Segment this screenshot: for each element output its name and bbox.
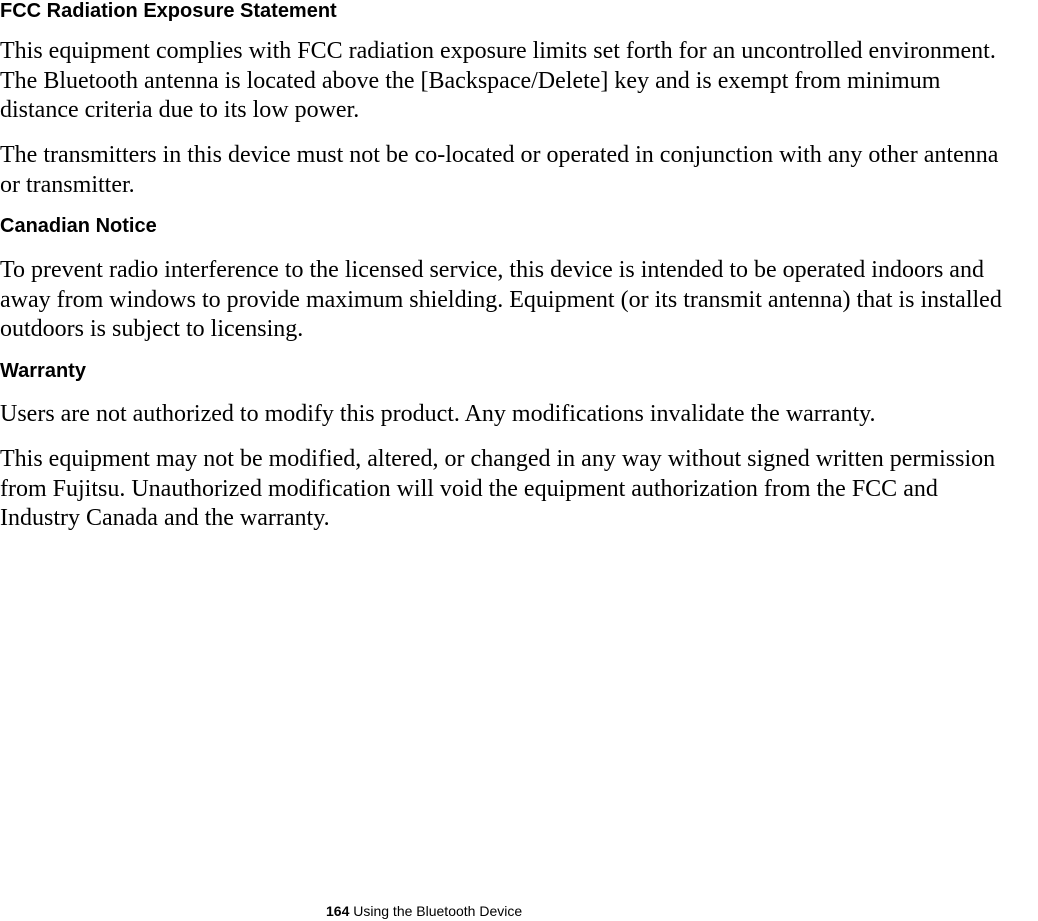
- text-line: To prevent radio interference to the licensed service, this device is intended to be operated indoors and: [0, 257, 984, 283]
- paragraph-transmitters: [0, 141, 1038, 200]
- text-line: Users are not authorized to modify this product. Any modifications invalidate the warranty.: [0, 401, 876, 427]
- paragraph-warranty-permission: [0, 445, 1038, 534]
- text-line: This equipment may not be modified, altered, or changed in any way without signed written permission: [0, 446, 996, 472]
- page-number: 164: [326, 903, 350, 919]
- text-line: Industry Canada and the warranty.: [0, 505, 330, 531]
- paragraph-canadian-notice: [0, 256, 1038, 345]
- text-line: or transmitter.: [0, 171, 135, 198]
- text-line: distance criteria due to its low power.: [0, 97, 360, 123]
- paragraph-fcc-compliance: [0, 37, 1038, 126]
- text-line: away from windows to provide maximum shielding. Equipment (or its transmit antenna) that is installed: [0, 286, 1002, 313]
- footer-section-title: Using the Bluetooth Device: [353, 903, 523, 919]
- paragraph-warranty-modify: [0, 400, 1038, 430]
- text-line: from Fujitsu. Unauthorized modification will void the equipment authorization from the FCC and: [0, 475, 938, 502]
- section-heading-warranty: Warranty: [0, 360, 86, 382]
- page-footer: [326, 902, 522, 920]
- section-heading-fcc-radiation: FCC Radiation Exposure Statement: [0, 0, 337, 22]
- text-line: The transmitters in this device must not be co-located or operated in conjunction with any other antenna: [0, 142, 999, 168]
- section-heading-canadian-notice: Canadian Notice: [0, 215, 157, 237]
- text-line: The Bluetooth antenna is located above the [Backspace/Delete] key and is exempt from minimum: [0, 67, 941, 94]
- text-line: outdoors is subject to licensing.: [0, 316, 304, 342]
- text-line: This equipment complies with FCC radiation exposure limits set forth for an uncontrolled environment.: [0, 38, 996, 64]
